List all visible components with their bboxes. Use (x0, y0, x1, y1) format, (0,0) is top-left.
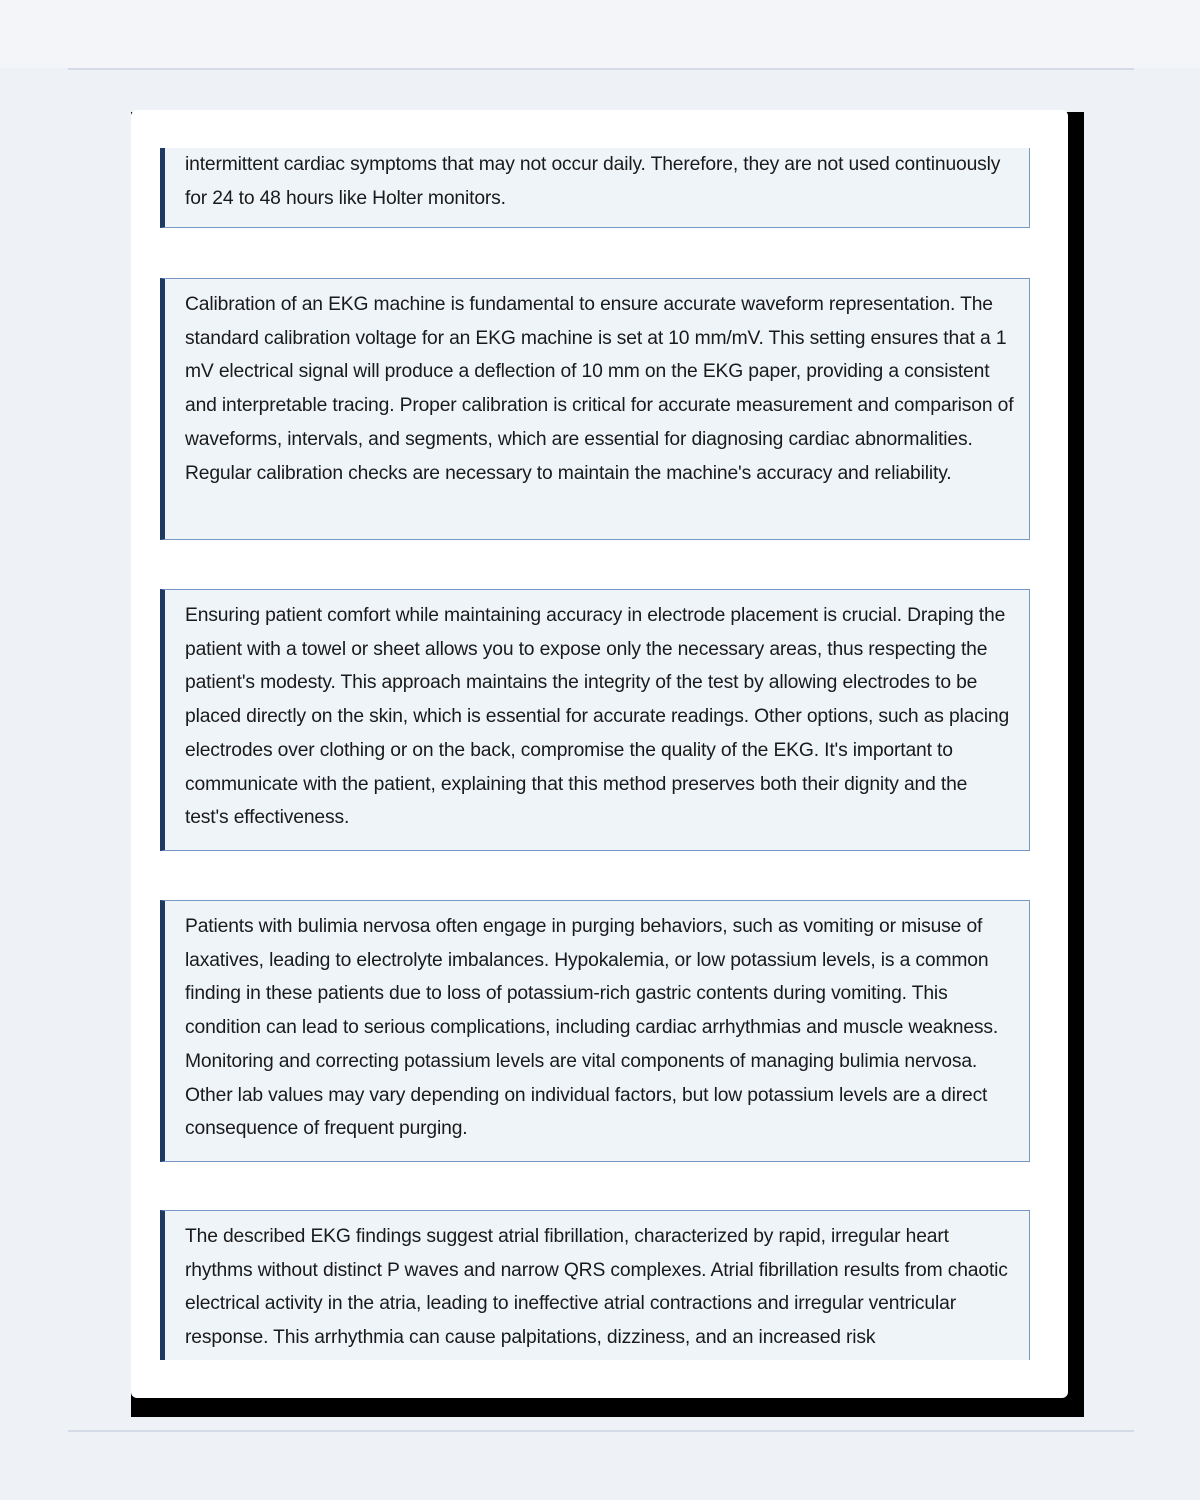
explanation-box (160, 1210, 1030, 1360)
top-divider (68, 68, 1134, 70)
explanation-box (160, 148, 1030, 228)
viewer-top-bar (0, 0, 1200, 68)
explanation-text: Calibration of an EKG machine is fundamental to ensure accurate waveform representation. The standard calibration voltage for an EKG machine is set at 10 mm/mV. This setting ensures that a 1 mV electrical signal will produce a deflection of 10 mm on the EKG paper, providing a consistent and interpretable tracing. Proper calibration is critical for accurate measurement and comparison of waveforms, intervals, and segments, which are essential for diagnosing cardiac abnormalities. Regular calibration checks are necessary to maintain the machine's accuracy and reliability. (185, 294, 1014, 484)
bottom-divider (68, 1430, 1134, 1432)
explanation-text: Patients with bulimia nervosa often engage in purging behaviors, such as vomiting or misuse of laxatives, leading to electrolyte imbalances. Hypokalemia, or low potassium levels, is a common finding in these patients due to loss of potassium-rich gastric contents during vomiting. This condition can lead to serious complications, including cardiac arrhythmias and muscle weakness. Monitoring and correcting potassium levels are vital components of managing bulimia nervosa. Other lab values may vary depending on individual factors, but low potassium levels are a direct consequence of frequent purging. (185, 916, 999, 1140)
explanation-box (160, 278, 1030, 540)
document-page[interactable] (131, 110, 1068, 1398)
explanation-text: Ensuring patient comfort while maintaining accuracy in electrode placement is crucial. Draping the patient with a towel or sheet allows you to expose only the necessary areas, thus respecting the patient's modesty. This approach maintains the integrity of the test by allowing electrodes to be placed directly on the skin, which is essential for accurate readings. Other options, such as placing electrodes over clothing or on the back, compromise the quality of the EKG. It's important to communicate with the patient, explaining that this method preserves both their dignity and the test's effectiveness. (185, 605, 1010, 829)
explanation-box (160, 589, 1030, 851)
explanation-box (160, 900, 1030, 1162)
explanation-text: intermittent cardiac symptoms that may not occur daily. Therefore, they are not used continuously for 24 to 48 hours like Holter monitors. (185, 154, 1001, 209)
explanation-text: The described EKG findings suggest atrial fibrillation, characterized by rapid, irregular heart rhythms without distinct P waves and narrow QRS complexes. Atrial fibrillation results from chaotic electrical activity in the atria, leading to ineffective atrial contractions and irregular ventricular response. This arrhythmia can cause palpitations, dizziness, and an increased risk (185, 1226, 1008, 1349)
